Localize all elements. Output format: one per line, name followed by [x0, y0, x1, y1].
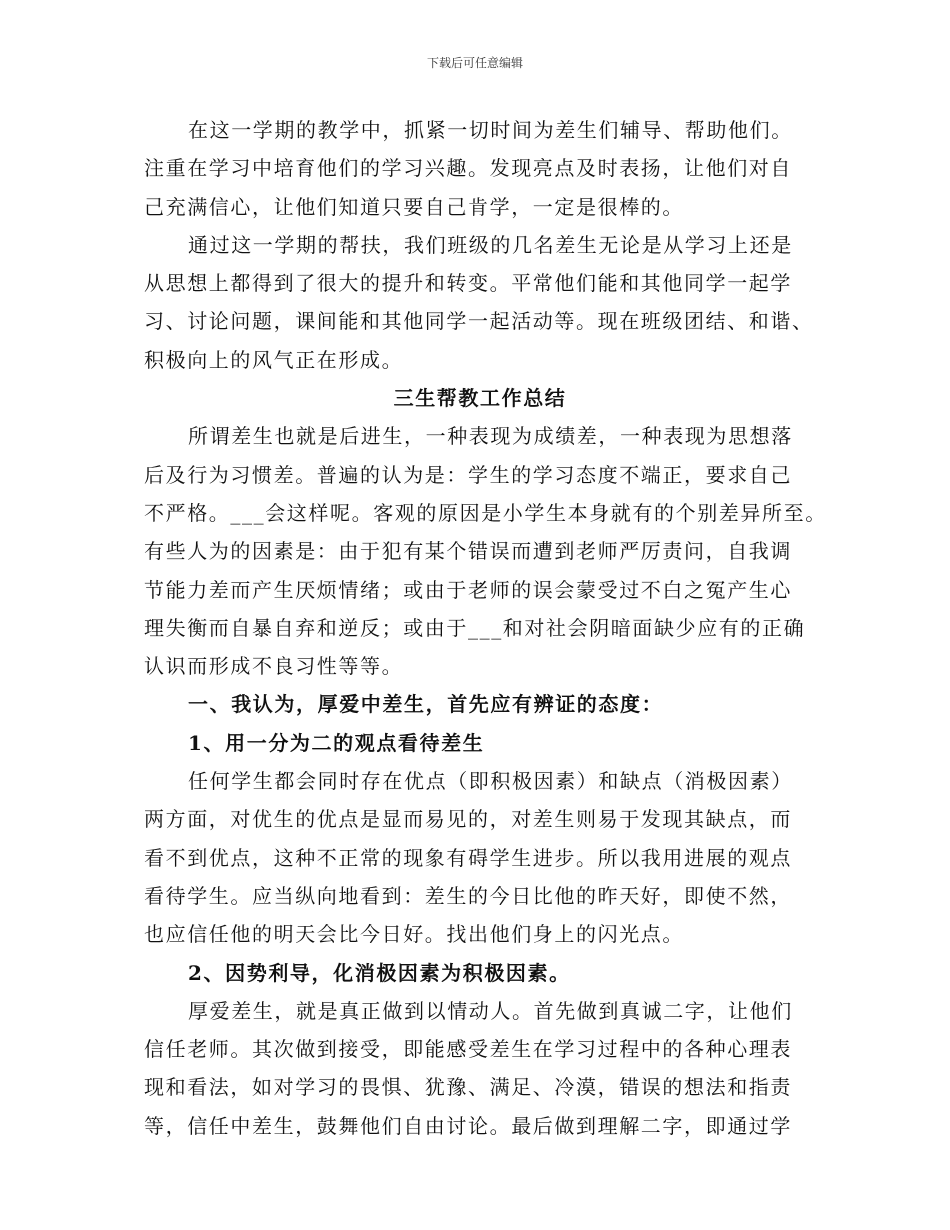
- text-line: 任何学生都会同时存在优点（即积极因素）和缺点（消极因素）: [188, 769, 793, 794]
- section-heading: 一、我认为，厚爱中差生，首先应有辨证的态度：: [188, 692, 664, 717]
- text-line: 也应信任他的明天会比今日好。找出他们身上的闪光点。: [144, 922, 684, 947]
- text-line: 等，信任中差生，鼓舞他们自由讨论。最后做到理解二字，即通过学: [144, 1113, 792, 1138]
- text-line: 在这一学期的教学中，抓紧一切时间为差生们辅导、帮助他们。: [188, 118, 793, 142]
- text-line: 习、讨论问题，课间能和其他同学一起活动等。现在班级团结、和谐、: [144, 309, 814, 334]
- document-body: [144, 111, 827, 1145]
- text-line: 不严格。___会这样呢。客观的原因是小学生本身就有的个别差异所至。: [144, 500, 827, 525]
- text-line: 现和看法，如对学习的畏惧、犹豫、满足、冷漠，错误的想法和指责: [144, 1075, 792, 1100]
- page-header: 下载后可任意编辑: [426, 56, 523, 70]
- text-line: 信任老师。其次做到接受，即能感受差生在学习过程中的各种心理表: [144, 1037, 792, 1062]
- text-line: 两方面，对优生的优点是显而易见的，对差生则易于发现其缺点，而: [144, 807, 792, 832]
- text-line: 有些人为的因素是：由于犯有某个错误而遭到老师严厉责问，自我调: [144, 539, 792, 564]
- section-heading: 2、因势利导，化消极因素为积极因素。: [188, 960, 571, 985]
- text-line: 积极向上的风气正在形成。: [144, 347, 404, 372]
- section-heading: 1、用一分为二的观点看待差生: [188, 730, 485, 755]
- text-line: 后及行为习惯差。普遍的认为是：学生的学习态度不端正，要求自己: [144, 462, 792, 487]
- text-line: 理失衡而自暴自弃和逆反；或由于___和对社会阴暗面缺少应有的正确: [144, 615, 806, 640]
- text-line: 从思想上都得到了很大的提升和转变。平常他们能和其他同学一起学: [144, 271, 792, 296]
- text-line: 看不到优点，这种不正常的现象有碍学生进步。所以我用进展的观点: [144, 845, 792, 870]
- text-line: 己充满信心，让他们知道只要自己肯学，一定是很棒的。: [144, 194, 684, 219]
- text-line: 注重在学习中培育他们的学习兴趣。发现亮点及时表扬，让他们对自: [144, 156, 792, 181]
- section-title: 三生帮教工作总结: [393, 386, 567, 411]
- text-line: 所谓差生也就是后进生，一种表现为成绩差，一种表现为思想落: [188, 424, 793, 449]
- text-line: 通过这一学期的帮扶，我们班级的几名差生无论是从学习上还是: [188, 232, 793, 257]
- text-line: 认识而形成不良习性等等。: [144, 654, 404, 679]
- text-line: 看待学生。应当纵向地看到：差生的今日比他的昨天好，即使不然，: [144, 883, 792, 908]
- text-line: 节能力差而产生厌烦情绪；或由于老师的误会蒙受过不白之冤产生心: [144, 577, 792, 602]
- text-line: 厚爱差生，就是真正做到以情动人。首先做到真诚二字，让他们: [188, 998, 793, 1023]
